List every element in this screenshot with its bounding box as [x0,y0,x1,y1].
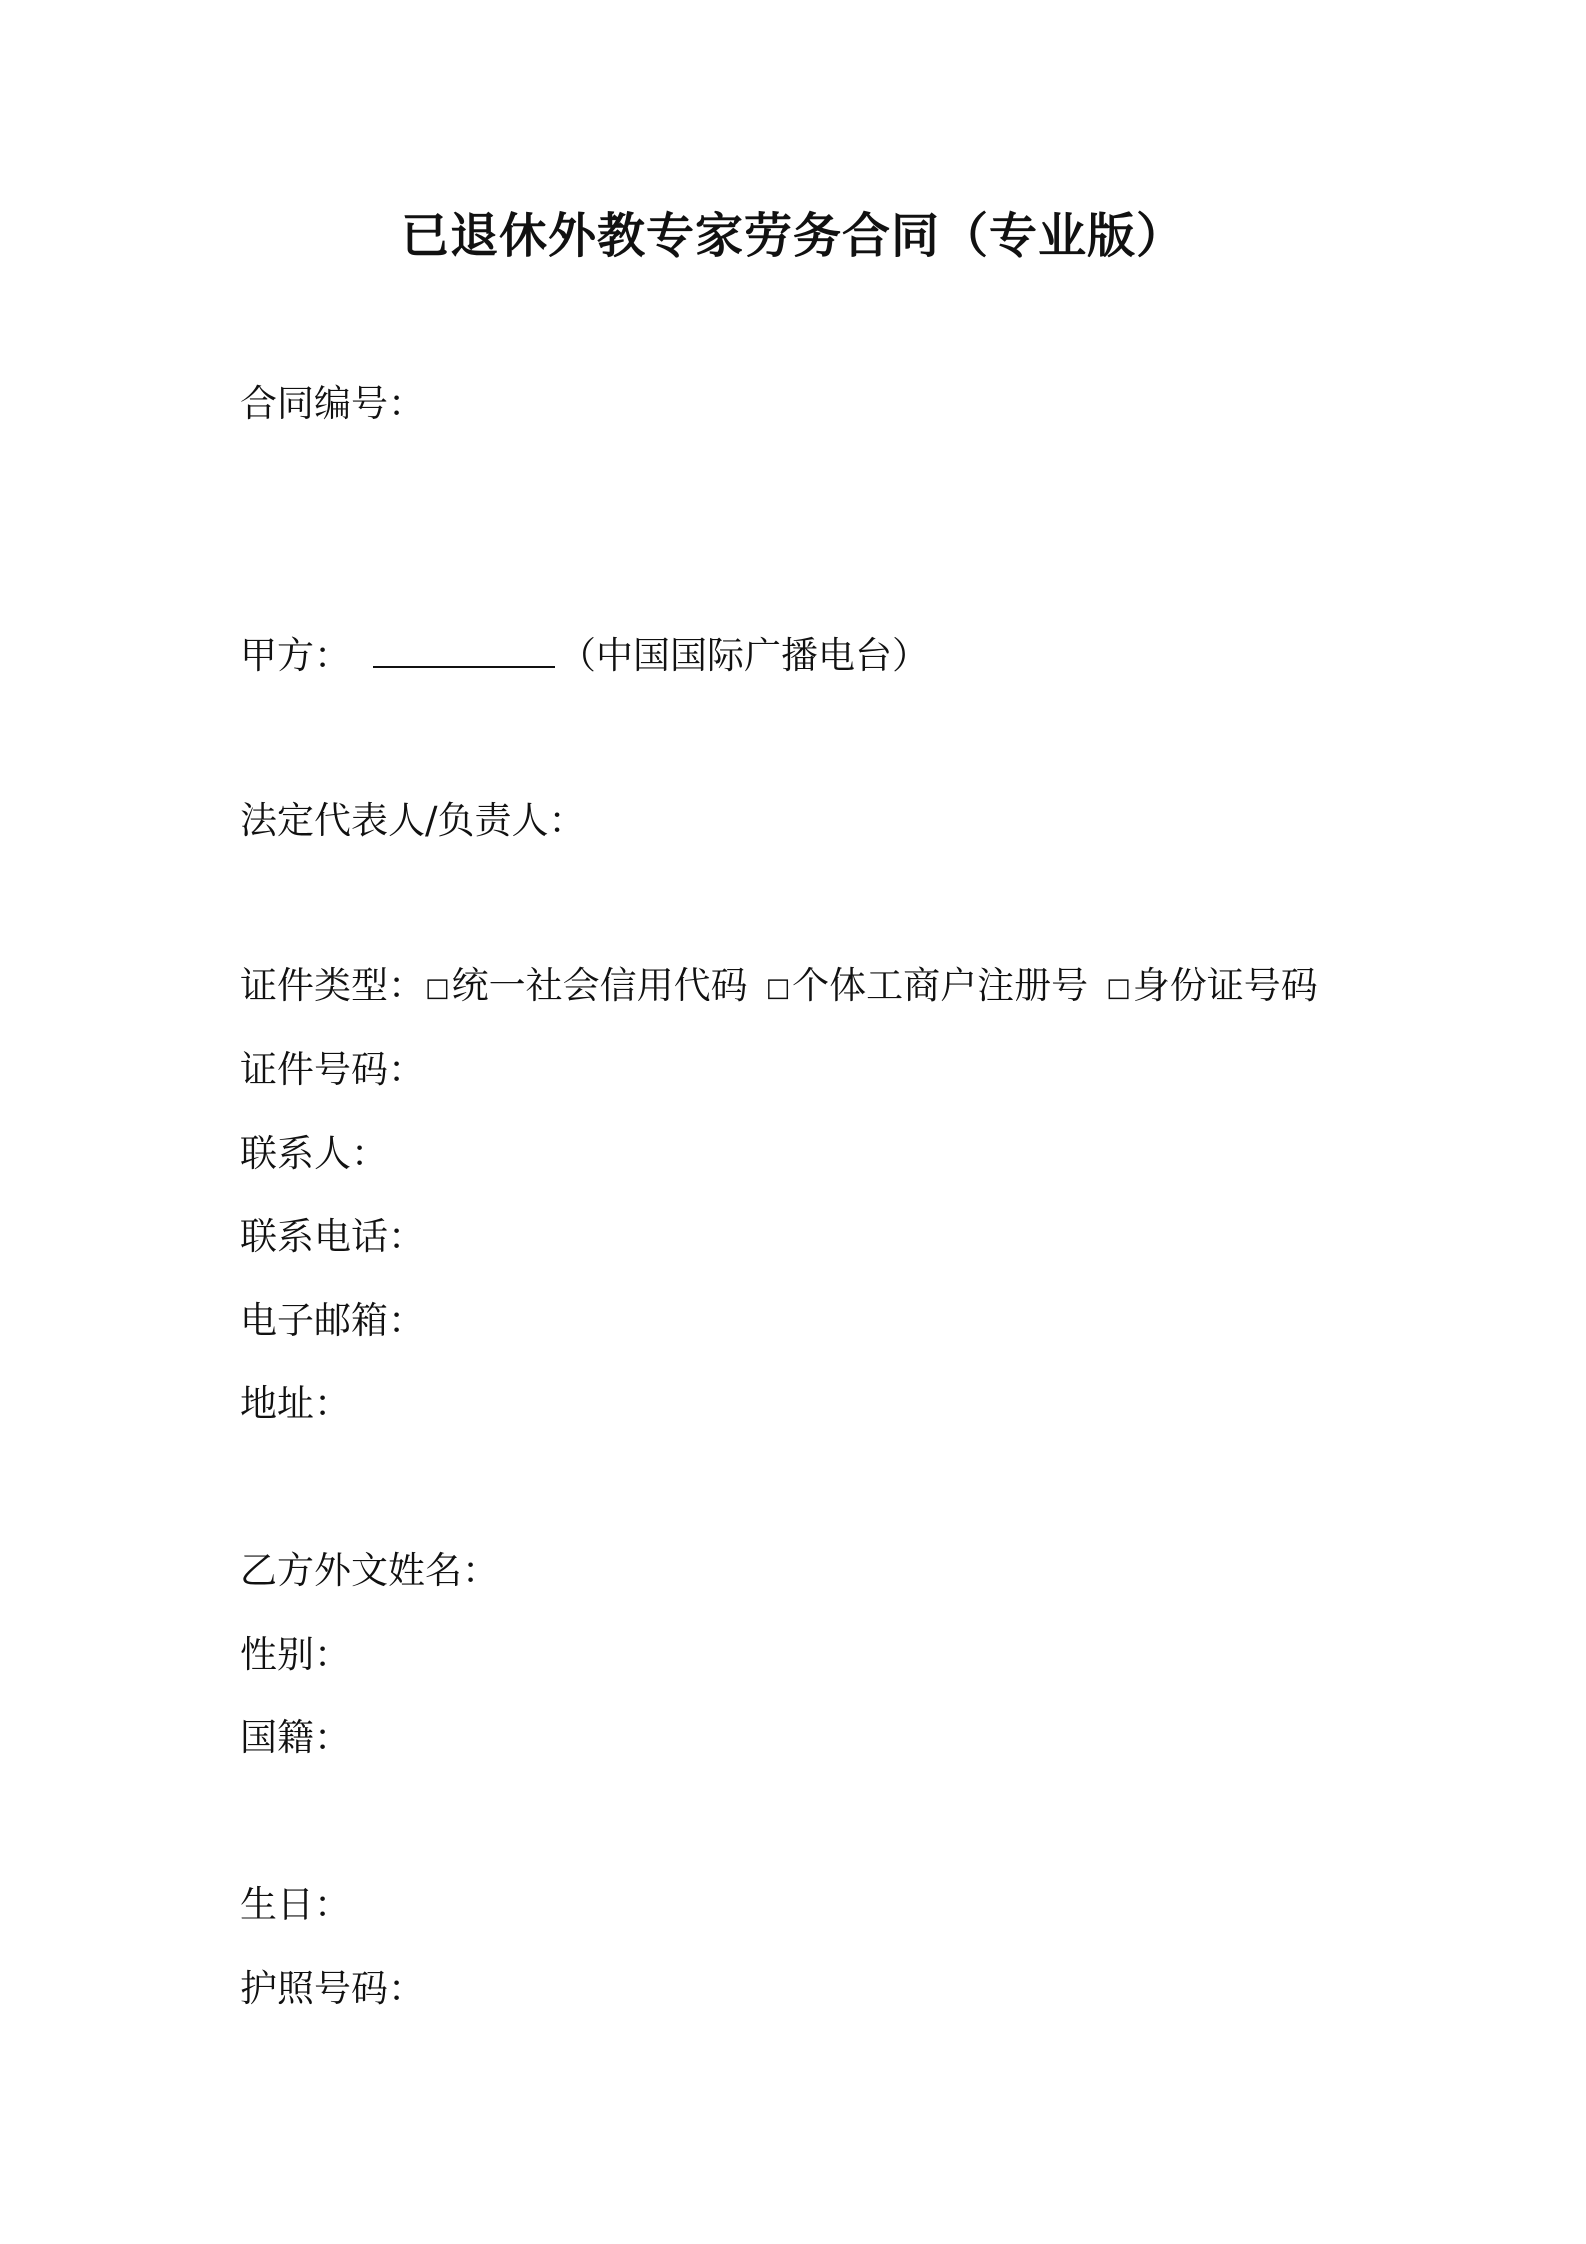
id-option-label: 统一社会信用代码 [451,964,748,1007]
contract-number-field [240,380,425,428]
birthday-field [240,1881,351,1929]
checkbox-icon: □ [1106,973,1131,1003]
id-option-label: 个体工商户注册号 [792,964,1089,1007]
id-type-label: 证件类型： [240,964,425,1007]
email-field [240,1297,425,1345]
birthday-label: 生日： [240,1883,351,1926]
id-option-credit-code[interactable] [425,964,748,1007]
id-number-label: 证件号码： [240,1048,425,1091]
address-label: 地址： [240,1382,351,1425]
party-a-label: 甲方： [240,634,351,677]
contact-person-label: 联系人： [240,1132,388,1175]
phone-label: 联系电话： [240,1215,425,1258]
passport-number-label: 护照号码： [240,1967,425,2010]
checkbox-icon: □ [765,973,791,1003]
phone-field [240,1213,425,1261]
contract-number-label: 合同编号： [240,382,425,425]
party-a-name-note: （中国国际广播电台） [559,634,929,677]
party-a-field [240,628,929,680]
passport-number-field [240,1965,425,2013]
id-type-field [240,962,1318,1012]
gender-field [240,1631,351,1679]
id-number-field [240,1046,425,1094]
party-a-blank-line [373,628,555,668]
nationality-field [240,1714,351,1762]
checkbox-icon: □ [425,973,450,1003]
id-option-business-registration[interactable] [766,964,1089,1007]
id-option-id-card[interactable] [1106,964,1318,1007]
gender-label: 性别： [240,1633,351,1676]
legal-representative-label: 法定代表人/负责人： [240,799,586,842]
party-b-foreign-name-field [240,1547,499,1595]
party-b-foreign-name-label: 乙方外文姓名： [240,1549,499,1592]
address-field [240,1380,351,1428]
nationality-label: 国籍： [240,1716,351,1759]
id-option-label: 身份证号码 [1132,964,1318,1007]
contact-person-field [240,1130,388,1178]
contract-title: 已退休外教专家劳务合同（专业版） [400,208,1185,264]
legal-representative-field [240,797,585,845]
email-label: 电子邮箱： [240,1299,425,1342]
